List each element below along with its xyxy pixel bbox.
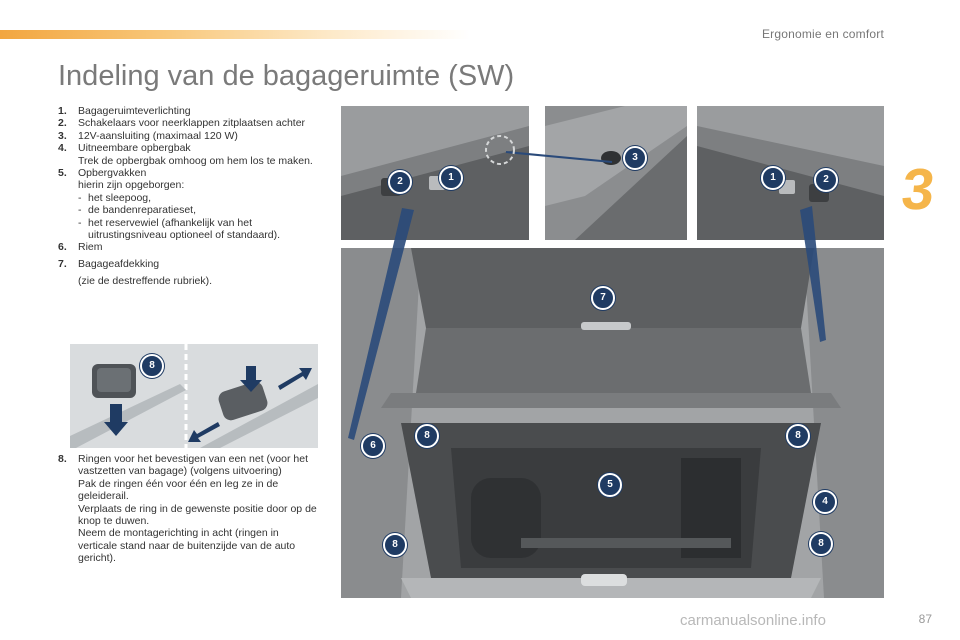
- item-text: Ringen voor het bevestigen van een net (voor het vastzetten van bagage) (volgens uitvoering): [78, 453, 308, 478]
- item-text-block: [78, 167, 320, 241]
- badge-5: 5: [598, 473, 622, 497]
- badge-8: 8: [383, 533, 407, 557]
- badge-8: 8: [140, 354, 164, 378]
- badge-8: 8: [786, 424, 810, 448]
- dash: -: [78, 204, 82, 217]
- right-trim-drawing: [697, 106, 884, 240]
- badge-6: 6: [361, 434, 385, 458]
- item-number: 8.: [58, 453, 67, 465]
- item-number: 6.: [58, 241, 67, 254]
- badge-7: 7: [591, 286, 615, 310]
- instruction-step: [58, 478, 320, 503]
- bullet-icon: [58, 478, 78, 503]
- list-item: [58, 142, 320, 167]
- item-number: 7.: [58, 257, 67, 270]
- badge-3: 3: [623, 146, 647, 170]
- component-list: [58, 105, 320, 288]
- left-trim-drawing: [341, 106, 529, 240]
- list-item: [58, 453, 320, 478]
- rail-ring-illustration: [70, 344, 318, 448]
- bullet-icon: [58, 503, 78, 528]
- item-extra: hierin zijn opgeborgen:: [78, 179, 185, 192]
- header-accent-bar: [0, 30, 470, 39]
- badge-2: 2: [388, 170, 412, 194]
- list-item: [58, 105, 320, 117]
- badge-2: 2: [814, 168, 838, 192]
- list-item: [58, 117, 320, 129]
- step-text: Pak de ringen één voor één en leg ze in de geleiderail.: [78, 477, 279, 503]
- item-text: Schakelaars voor neerklappen zitplaatsen achter: [78, 117, 306, 130]
- badge-4: 4: [813, 490, 837, 514]
- item-text: Bagageafdekking: [78, 257, 160, 270]
- sub-text: de bandenreparatieset,: [88, 204, 196, 217]
- instruction-step: [58, 503, 320, 528]
- list-item: [58, 130, 320, 142]
- page-title: Indeling van de bagageruimte (SW): [58, 60, 515, 92]
- section-label: Ergonomie en comfort: [761, 27, 884, 41]
- sub-item: [78, 204, 320, 216]
- badge-1: 1: [761, 166, 785, 190]
- item-extra: (zie de destreffende rubriek).: [78, 275, 213, 288]
- list-item: [58, 258, 320, 288]
- photo-right-trim: [697, 106, 884, 240]
- ring-instructions: [58, 453, 320, 565]
- item-text: Opbergvakken: [78, 167, 147, 180]
- item-number: 3.: [58, 129, 67, 142]
- step-text: Verplaats de ring in de gewenste positie door op de knop te duwen.: [78, 502, 317, 528]
- list-item: [58, 241, 320, 253]
- photo-left-trim: [341, 106, 529, 240]
- badge-8: 8: [415, 424, 439, 448]
- item-extra: Trek de opbergbak omhoog om hem los te maken.: [78, 154, 313, 167]
- socket-drawing: [545, 106, 687, 240]
- sub-item: [78, 192, 320, 204]
- sub-item: [78, 217, 320, 242]
- instruction-step: [58, 527, 320, 564]
- item-text: Bagageruimteverlichting: [78, 105, 191, 117]
- sub-text: het reservewiel (afhankelijk van het uitrustingsniveau optioneel of standaard).: [88, 216, 281, 242]
- list-item: [58, 167, 320, 241]
- item-text-block: [78, 142, 320, 167]
- item-number: 2.: [58, 117, 67, 130]
- item-number: 5.: [58, 167, 67, 180]
- photo-boot-overview: [341, 248, 884, 598]
- watermark: carmanualsonline.info: [680, 612, 826, 629]
- dash: -: [78, 216, 82, 229]
- sub-text: het sleepoog,: [88, 191, 152, 204]
- chapter-number: 3: [898, 157, 938, 222]
- bullet-icon: [58, 527, 78, 564]
- photo-middle-socket: [545, 106, 687, 240]
- item-text-block: [78, 258, 320, 288]
- item-text: Uitneembare opbergbak: [78, 142, 191, 155]
- dash: -: [78, 191, 82, 204]
- step-text: Neem de montagerichting in acht (ringen in verticale stand naar de buitenzijde van de auto gericht).: [78, 527, 296, 565]
- badge-8: 8: [809, 532, 833, 556]
- item-text: Riem: [78, 241, 103, 254]
- item-number: 1.: [58, 105, 67, 117]
- page-number: 87: [918, 612, 932, 626]
- item-text: 12V-aansluiting (maximaal 120 W): [78, 129, 238, 142]
- badge-1: 1: [439, 166, 463, 190]
- item-number: 4.: [58, 142, 67, 155]
- rail-ring-drawing: [70, 344, 318, 448]
